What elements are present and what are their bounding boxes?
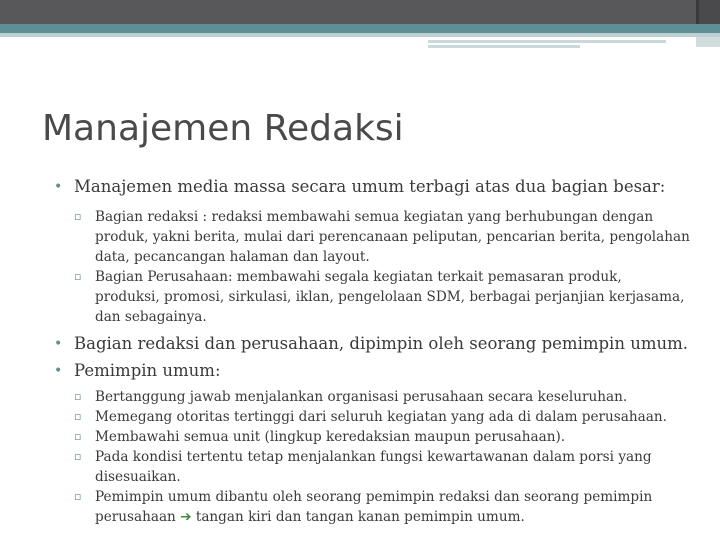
bullet-item [0,360,720,382]
top-dark-bar [0,0,696,24]
sub-bullet-marker: ▫ [74,450,82,463]
sub-bullet-item [0,407,720,427]
sub-bullet-item [0,207,720,267]
sub-bullet-item [0,487,720,527]
sub-bullet-text: Pemimpin umum dibantu oleh seorang pemimpin redaksi dan seorang pemimpin perusahaan [95,489,653,525]
top-light-teal-bar [0,33,720,37]
sub-bullet-text: tangan kiri dan tangan kanan pemimpin umum. [195,509,525,525]
right-arrow-icon: ➔ [180,509,192,525]
bullet-text: Pemimpin umum: [74,361,221,380]
sub-bullet-item [0,447,720,487]
decorative-line [428,40,666,43]
sub-bullet-marker: ▫ [74,390,82,403]
bullet-text: Bagian redaksi dan perusahaan, dipimpin oleh seorang pemimpin umum. [74,334,688,353]
slide-title: Manajemen Redaksi [42,108,404,149]
decorative-line [428,45,580,48]
sub-bullet-marker: ▫ [74,270,82,283]
sub-bullet-text: Pada kondisi tertentu tetap menjalankan fungsi kewartawanan dalam porsi yang disesuaikan. [95,449,652,485]
slide-content [0,176,720,527]
decorative-block [696,37,720,47]
sub-bullet-item [0,427,720,447]
bullet-marker: • [54,336,63,352]
top-teal-bar [0,24,720,33]
sub-bullet-text: Memegang otoritas tertinggi dari seluruh kegiatan yang ada di dalam perusahaan. [95,409,667,425]
bullet-item [0,176,720,198]
sub-bullet-text: Bagian redaksi : redaksi membawahi semua kegiatan yang berhubungan dengan produk, yakni berita, mulai dari perencanaan peliputan, pencarian berita, pengolahan data, pecancangan halaman dan layout. [95,209,690,265]
sub-bullet-marker: ▫ [74,490,82,503]
sub-bullet-marker: ▫ [74,430,82,443]
sub-bullet-item [0,387,720,407]
sub-bullet-item [0,267,720,327]
sub-bullet-marker: ▫ [74,410,82,423]
sub-bullet-text: Bagian Perusahaan: membawahi segala kegiatan terkait pemasaran produk, produksi, promosi, sirkulasi, iklan, pengelolaan SDM, berbagai perjanjian kerjasama, dan sebagainya. [95,269,685,325]
bullet-marker: • [54,179,63,195]
sub-bullet-text: Membawahi semua unit (lingkup keredaksian maupun perusahaan). [95,429,566,445]
top-right-dark-block [696,0,720,24]
bullet-item [0,333,720,355]
sub-bullet-marker: ▫ [74,210,82,223]
sub-bullet-text: Bertanggung jawab menjalankan organisasi perusahaan secara keseluruhan. [95,389,628,405]
bullet-marker: • [54,363,63,379]
bullet-text: Manajemen media massa secara umum terbagi atas dua bagian besar: [74,177,666,196]
